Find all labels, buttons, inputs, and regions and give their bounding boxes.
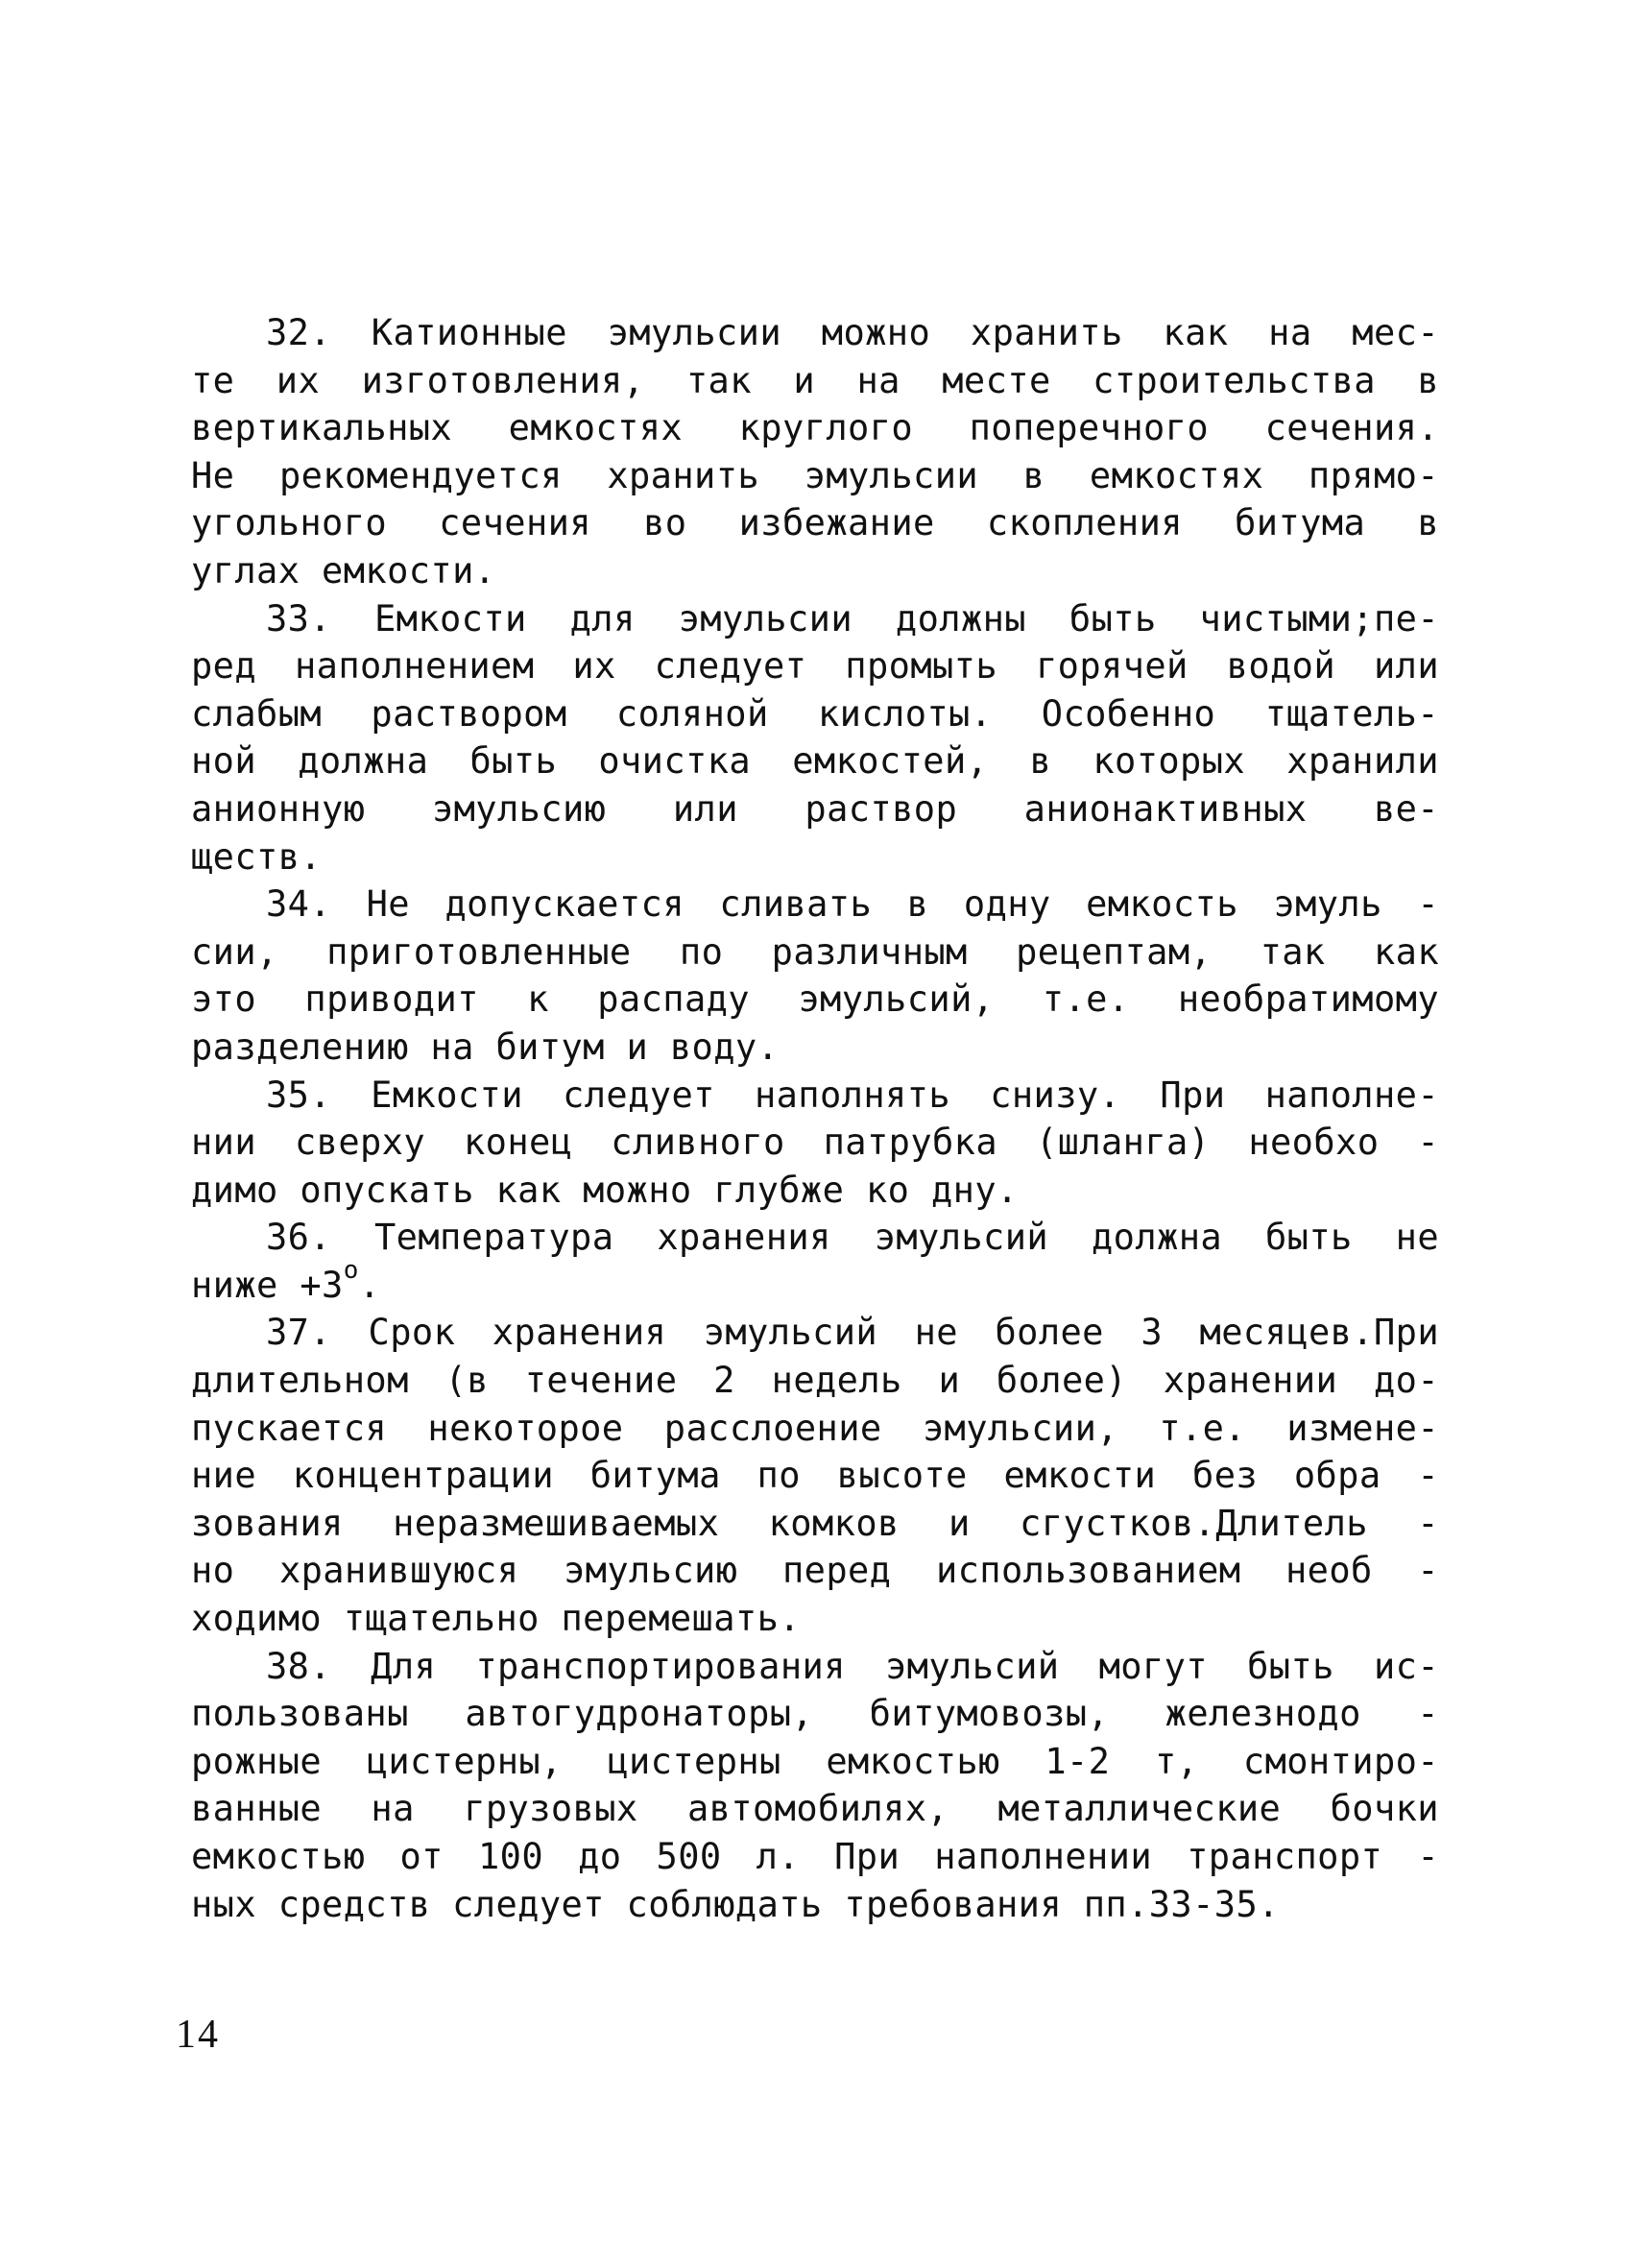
text-line-with-degree [191,1255,1439,1310]
text-line: угольного сечения во избежание скопления битума в [191,502,1439,544]
text-line: вертикальных емкостях круглого поперечного сечения. [191,407,1439,449]
paragraph-35 [191,1072,1439,1215]
text-line: 33. Емкости для эмульсии должны быть чистыми;пе- [266,597,1439,639]
text-line: ществ. [191,835,323,878]
text-line: длительном (в течение 2 недель и более) хранении до- [191,1360,1439,1402]
text-line: 37. Срок хранения эмульсий не более 3 месяцев.При [266,1312,1439,1354]
text-line: 38. Для транспортирования эмульсий могут быть ис- [266,1645,1439,1687]
paragraph-33 [191,595,1439,881]
text-line: ных средств следует соблюдать требования пп.33-35. [191,1883,1280,1925]
text-line: ред наполнением их следует промыть горячей водой или [191,645,1439,688]
body-text [191,309,1439,1928]
text-line: пользованы автогудронаторы, битумовозы, железнодо - [191,1693,1439,1735]
text-line: ние концентрации битума по высоте емкости без обра - [191,1455,1439,1497]
text-fragment: . [358,1264,381,1306]
text-line: димо опускать как можно глубже ко дну. [191,1169,1019,1211]
text-line: углах емкости. [191,549,496,591]
paragraph-36 [191,1214,1439,1309]
text-line: разделению на битум и воду. [191,1025,780,1068]
degree-superscript: о [343,1255,359,1285]
text-line: ной должна быть очистка емкостей, в которых хранили [191,740,1439,783]
text-line: пускается некоторое расслоение эмульсии, т.е. измене- [191,1407,1439,1449]
paragraph-37 [191,1309,1439,1642]
paragraph-38 [191,1643,1439,1929]
text-line: рожные цистерны, цистерны емкостью 1-2 т, смонтиро- [191,1740,1439,1782]
text-line: ходимо тщательно перемешать. [191,1598,801,1640]
paragraph-32 [191,309,1439,595]
text-line: анионную эмульсию или раствор анионактивных ве- [191,787,1439,830]
text-line: зования неразмешиваемых комков и сгустков.Длитель - [191,1502,1439,1544]
text-line: нии сверху конец сливного патрубка (шланга) необхо - [191,1122,1439,1164]
text-line: сии, приготовленные по различным рецептам, так как [191,930,1439,973]
text-line: 34. Не допускается сливать в одну емкость эмуль - [266,883,1439,926]
text-line: емкостью от 100 до 500 л. При наполнении транспорт - [191,1836,1439,1877]
text-line: Не рекомендуется хранить эмульсии в емкостях прямо- [191,454,1439,496]
page-number: 14 [176,2013,220,2057]
text-line: 36. Температура хранения эмульсий должна быть не [266,1217,1439,1259]
text-line: 35. Емкости следует наполнять снизу. При наполне- [266,1074,1439,1116]
text-fragment: ниже +3 [191,1264,344,1306]
text-line: те их изготовления, так и на месте строительства в [191,359,1439,401]
text-line: 32. Катионные эмульсии можно хранить как на мес- [266,312,1439,353]
text-line: ванные на грузовых автомобилях, металлические бочки [191,1788,1439,1830]
text-line: это приводит к распаду эмульсий, т.е. необратимому [191,978,1439,1021]
paragraph-34 [191,881,1439,1071]
text-line: слабым раствором соляной кислоты. Особенно тщатель- [191,692,1439,735]
text-line: но хранившуюся эмульсию перед использованием необ - [191,1550,1439,1592]
